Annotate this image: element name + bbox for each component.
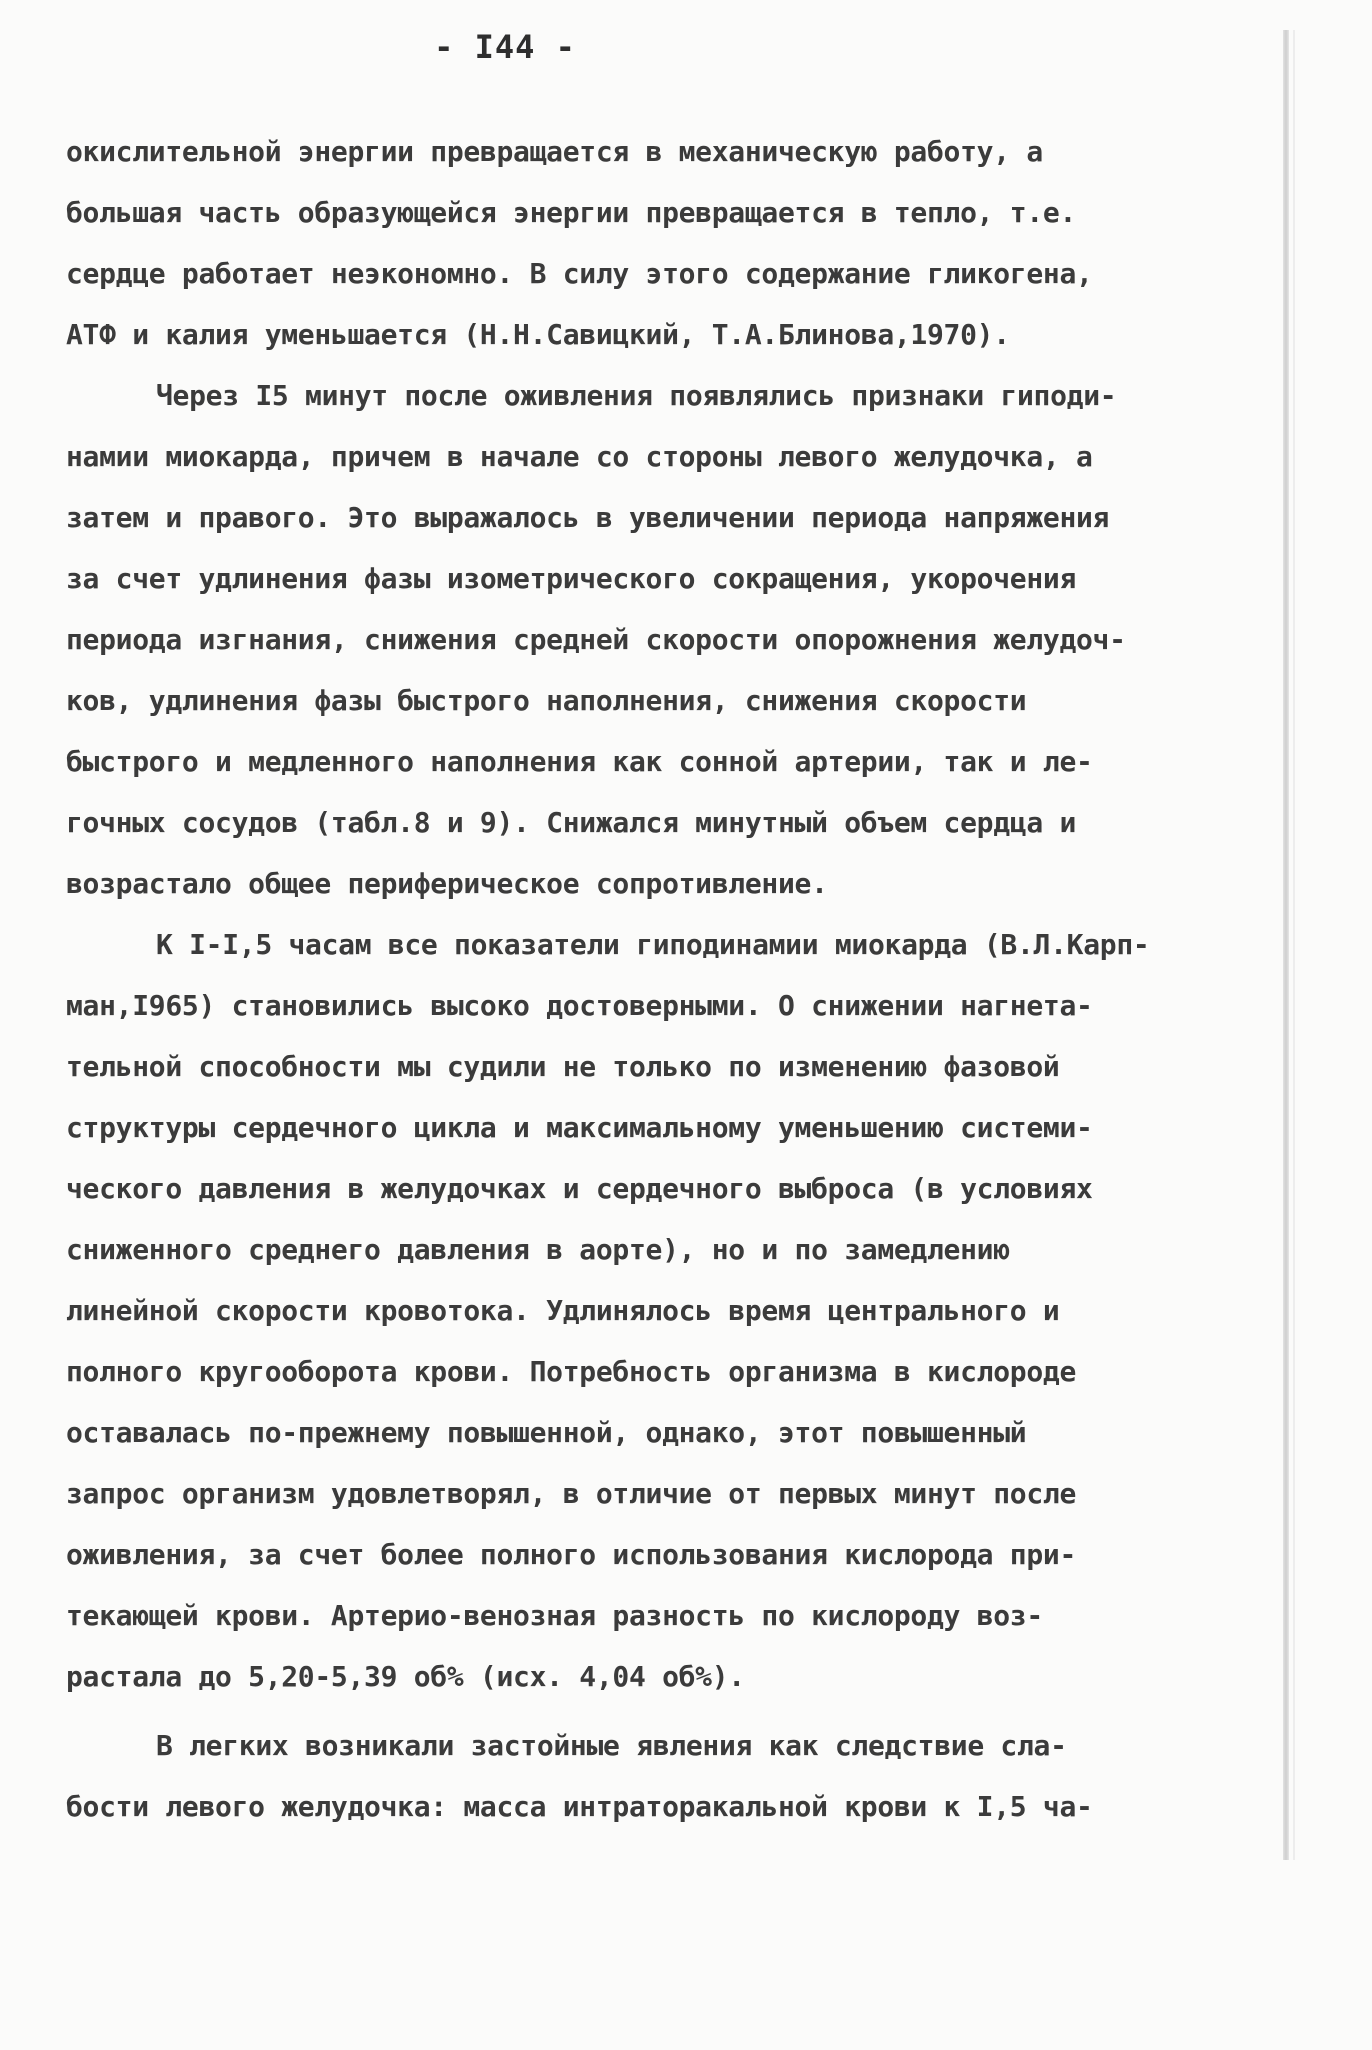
page-edge-border	[1283, 30, 1289, 1860]
text-line: сердце работает неэкономно. В силу этого содержание гликогена,	[66, 257, 1093, 290]
text-line: бости левого желудочка: масса интраторакальной крови к I,5 ча-	[66, 1790, 1093, 1823]
text-line: оживления, за счет более полного использования кислорода при-	[66, 1538, 1077, 1571]
text-line: периода изгнания, снижения средней скорости опорожнения желудоч-	[66, 623, 1126, 656]
paragraph-start-line: К I-I,5 часам все показатели гиподинамии миокарда (В.Л.Карп-	[156, 928, 1150, 961]
text-line: большая часть образующейся энергии превращается в тепло, т.е.	[66, 196, 1077, 229]
page-number: - I44 -	[434, 28, 576, 66]
text-line: линейной скорости кровотока. Удлинялось время центрального и	[66, 1294, 1060, 1327]
paragraph-start-line: Через I5 минут после оживления появлялись признаки гиподи-	[156, 379, 1117, 412]
text-line: возрастало общее периферическое сопротивление.	[66, 867, 828, 900]
text-line: растала до 5,20-5,39 об% (исх. 4,04 об%).	[66, 1660, 745, 1693]
text-line: быстрого и медленного наполнения как сонной артерии, так и ле-	[66, 745, 1093, 778]
text-line: оставалась по-прежнему повышенной, однако, этот повышенный	[66, 1416, 1027, 1449]
text-line: структуры сердечного цикла и максимальному уменьшению системи-	[66, 1111, 1093, 1144]
text-line: ман,I965) становились высоко достоверными. О снижении нагнета-	[66, 989, 1093, 1022]
text-line: полного кругооборота крови. Потребность организма в кислороде	[66, 1355, 1077, 1388]
text-line: тельной способности мы судили не только по изменению фазовой	[66, 1050, 1060, 1083]
text-line: ков, удлинения фазы быстрого наполнения, снижения скорости	[66, 684, 1027, 717]
text-line: текающей крови. Артерио-венозная разность по кислороду воз-	[66, 1599, 1043, 1632]
text-line: затем и правого. Это выражалось в увеличении периода напряжения	[66, 501, 1110, 534]
text-line: сниженного среднего давления в аорте), но и по замедлению	[66, 1233, 1010, 1266]
text-line: запрос организм удовлетворял, в отличие от первых минут после	[66, 1477, 1077, 1510]
text-line: ческого давления в желудочках и сердечного выброса (в условиях	[66, 1172, 1093, 1205]
text-line: окислительной энергии превращается в механическую работу, а	[66, 135, 1043, 168]
page-edge-shadow	[1293, 30, 1295, 1860]
text-line: за счет удлинения фазы изометрического сокращения, укорочения	[66, 562, 1077, 595]
text-line: гочных сосудов (табл.8 и 9). Снижался минутный объем сердца и	[66, 806, 1077, 839]
paragraph-start-line: В легких возникали застойные явления как следствие сла-	[156, 1729, 1067, 1762]
text-line: АТФ и калия уменьшается (Н.Н.Савицкий, Т.А.Блинова,1970).	[66, 318, 1010, 351]
text-line: намии миокарда, причем в начале со стороны левого желудочка, а	[66, 440, 1093, 473]
